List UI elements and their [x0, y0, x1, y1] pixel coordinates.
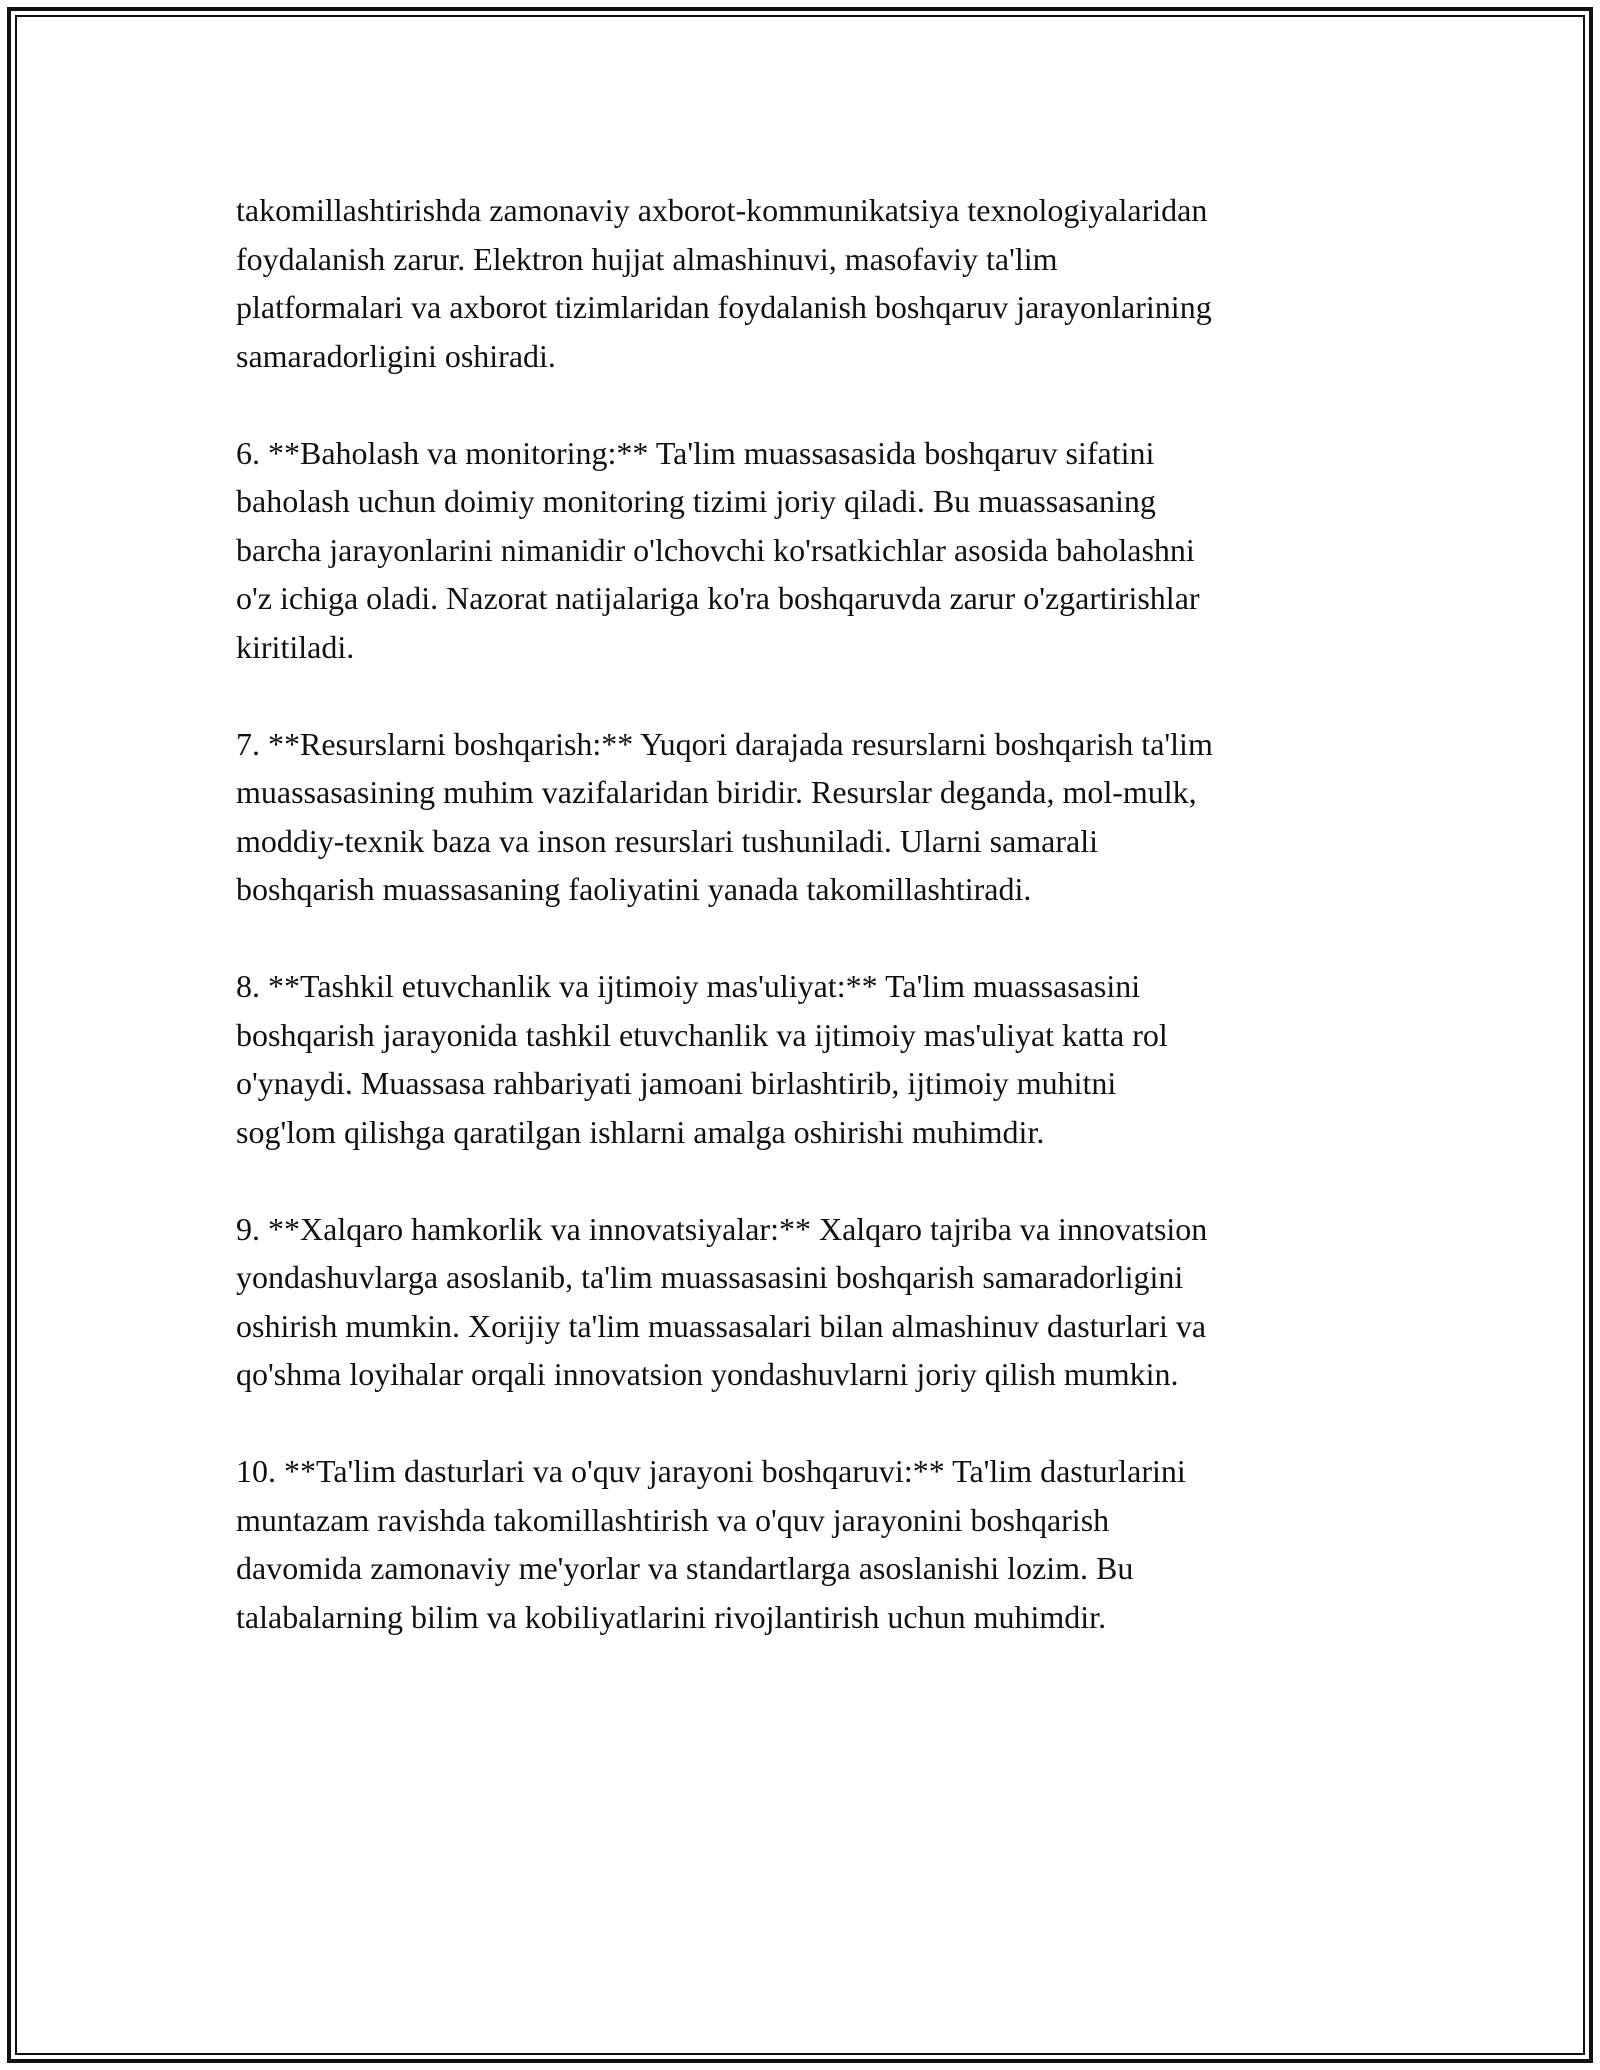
- paragraph-item-8: 8. **Tashkil etuvchanlik va ijtimoiy mas'uliyat:** Ta'lim muassasasini boshqarish jarayonida tashkil etuvchanlik va ijtimoiy mas'uliyat katta rol o'ynaydi. Muassasa rahbariyati jamoani birlashtirib, ijtimoiy muhitni sog'lom qilishga qaratilgan ishlarni amalga oshirishi muhimdir.: [236, 968, 1168, 1150]
- paragraph-continuation: takomillashtirishda zamonaviy axborot-kommunikatsiya texnologiyalaridan foydalanish zarur. Elektron hujjat almashinuvi, masofaviy ta'lim platformalari va axborot tizimlaridan foydalanish boshqaruv jarayonlarining samaradorligini oshiradi.: [236, 192, 1212, 374]
- paragraph-item-9: 9. **Xalqaro hamkorlik va innovatsiyalar:** Xalqaro tajriba va innovatsion yondashuvlarga asoslanib, ta'lim muassasasini boshqarish samaradorligini oshirish mumkin. Xorijiy ta'lim muassasalari bilan almashinuv dasturlari va qo'shma loyihalar orqali innovatsion yondashuvlarni joriy qilish mumkin.: [236, 1210, 1208, 1392]
- paragraph-item-10: 10. **Ta'lim dasturlari va o'quv jarayoni boshqaruvi:** Ta'lim dasturlarini muntazam ravishda takomillashtirish va o'quv jarayonini boshqarish davomida zamonaviy me'yorlar va standartlarga asoslanishi lozim. Bu talabalarning bilim va kobiliyatlarini rivojlantirish uchun muhimdir.: [236, 1453, 1186, 1635]
- document-body: [236, 186, 1366, 1690]
- paragraph-item-6: 6. **Baholash va monitoring:** Ta'lim muassasasida boshqaruv sifatini baholash uchun doimiy monitoring tizimi joriy qiladi. Bu muassasaning barcha jarayonlarini nimanidir o'lchovchi ko'rsatkichlar asosida baholashni o'z ichiga oladi. Nazorat natijalariga ko'ra boshqaruvda zarur o'zgartirishlar kiritiladi.: [236, 434, 1200, 665]
- paragraph-item-7: 7. **Resurslarni boshqarish:** Yuqori darajada resurslarni boshqarish ta'lim muassasasining muhim vazifalaridan biridir. Resurslar deganda, mol-mulk, moddiy-texnik baza va inson resurslari tushuniladi. Ularni samarali boshqarish muassasaning faoliyatini yanada takomillashtiradi.: [236, 725, 1213, 907]
